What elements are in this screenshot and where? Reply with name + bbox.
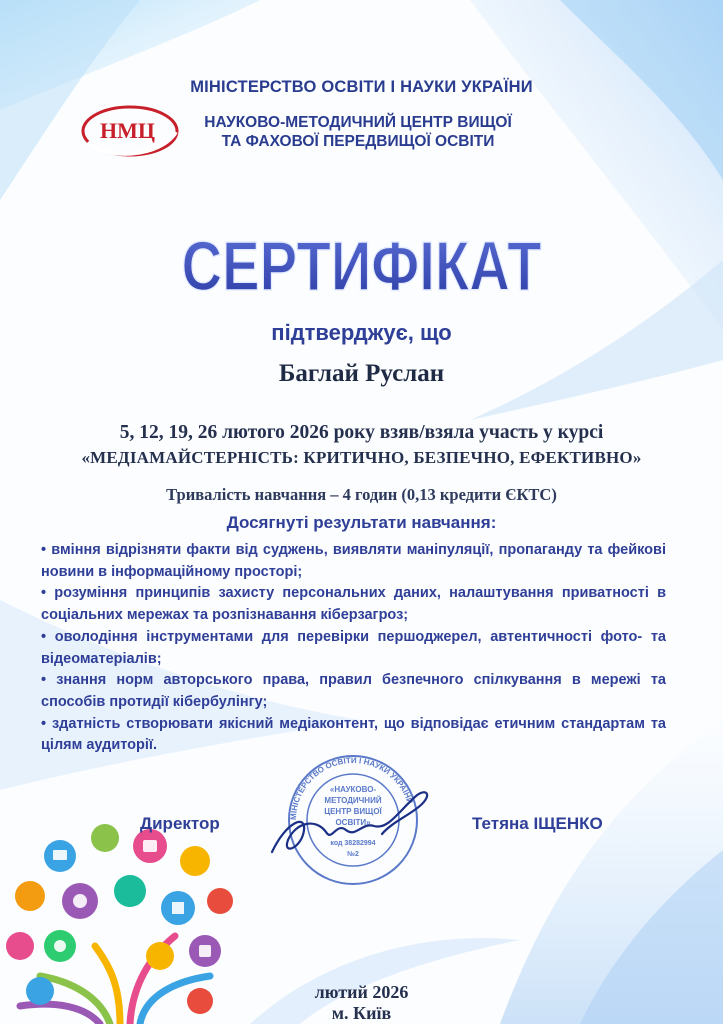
stamp-code: код 38282994 bbox=[330, 840, 376, 847]
footer-date-place bbox=[0, 982, 723, 1024]
recipient-name: Баглай Руслан bbox=[278, 360, 445, 387]
center-name bbox=[188, 113, 528, 151]
title-text: СЕРТИФІКАТ bbox=[181, 227, 542, 305]
results-list bbox=[41, 540, 666, 757]
official-stamp-with-signature bbox=[266, 752, 441, 887]
stamp-outer-text: МІНІСТЕРСТВО ОСВІТИ І НАУКИ УКРАЇНИ bbox=[288, 755, 415, 821]
director-name: Тетяна ІЩЕНКО bbox=[472, 814, 603, 833]
issue-city: м. Київ bbox=[331, 1003, 392, 1023]
center-name-line2: ТА ФАХОВОЇ ПЕРЕДВИЩОЇ ОСВІТИ bbox=[221, 133, 495, 150]
result-item: • вміння відрізняти факти від суджень, виявляти маніпуляції, пропаганду та фейкові новини в інформаційному просторі; bbox=[41, 542, 666, 580]
stamp-line: ЦЕНТР ВИЩОЇ bbox=[324, 807, 382, 816]
results-heading: Досягнуті результати навчання: bbox=[226, 513, 497, 532]
nmc-logo bbox=[80, 102, 180, 160]
issue-date: лютий 2026 bbox=[314, 982, 409, 1002]
participation-text: 5, 12, 19, 26 лютого 2026 року взяв/взяла участь у курсі bbox=[119, 422, 604, 443]
course-name: «МЕДІАМАЙСТЕРНІСТЬ: КРИТИЧНО, БЕЗПЕЧНО, ЕФЕКТИВНО» bbox=[81, 448, 642, 467]
ministry-name: МІНІСТЕРСТВО ОСВІТИ І НАУКИ УКРАЇНИ bbox=[190, 78, 533, 96]
director-label: Директор bbox=[140, 814, 220, 833]
result-item: • знання норм авторського права, правил безпечного спілкування в мережі та способів протидії кібербулінгу; bbox=[41, 672, 666, 710]
stamp-line: МЕТОДИЧНИЙ bbox=[324, 796, 382, 805]
subtitle: підтверджує, що bbox=[271, 320, 452, 345]
center-name-line1: НАУКОВО-МЕТОДИЧНИЙ ЦЕНТР ВИЩОЇ bbox=[204, 114, 512, 131]
result-item: • розуміння принципів захисту персональних даних, налаштування приватності в соціальних мережах та розпізнавання кіберзагроз; bbox=[41, 585, 666, 624]
logo-text: НМЦ bbox=[100, 118, 155, 143]
result-item: • здатність створювати якісний медіаконтент, що відповідає етичним стандартам та цілям аудиторії. bbox=[41, 715, 666, 754]
stamp-line: «НАУКОВО- bbox=[329, 785, 377, 794]
certificate-title bbox=[0, 224, 723, 314]
result-item: • оволодіння інструментами для перевірки першоджерел, автентичності фото- та відеоматеріалів; bbox=[41, 628, 666, 667]
stamp-line: ОСВІТИ» bbox=[335, 818, 371, 827]
duration-text: Тривалість навчання – 4 годин (0,13 кредити ЄКТС) bbox=[166, 485, 557, 504]
stamp-number: №2 bbox=[347, 851, 359, 858]
